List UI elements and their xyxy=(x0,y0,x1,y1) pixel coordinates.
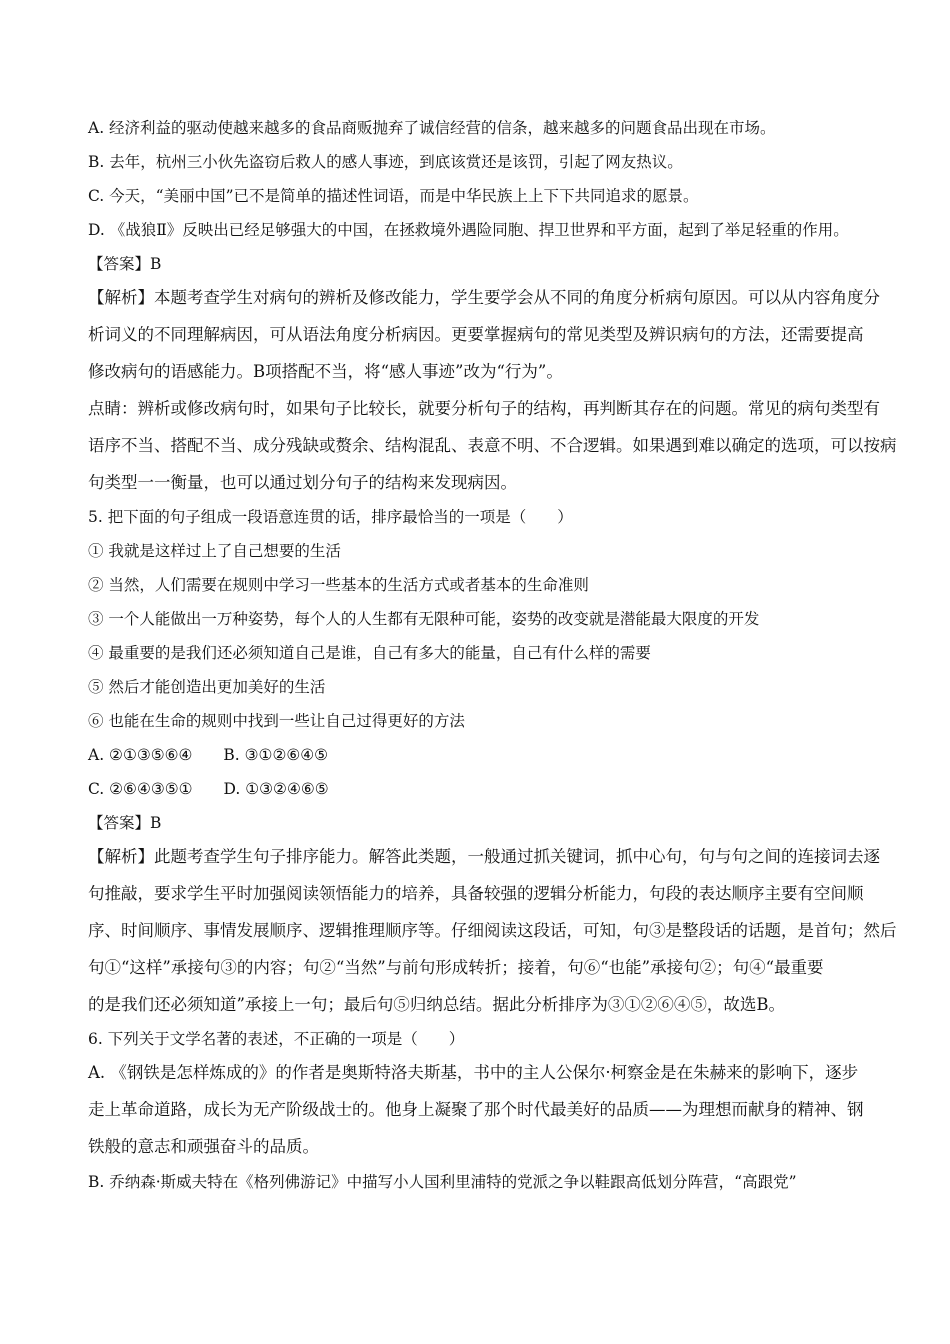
q5-sentence-2: ② 当然，人们需要在规则中学习一些基本的生活方式或者基本的生命准则 xyxy=(88,576,589,594)
q5-options-ab: A. ②①③⑤⑥④ B. ③①②⑥④⑤ xyxy=(88,746,329,764)
q6-option-a-line: A. 《钢铁是怎样炼成的》的作者是奥斯特洛夫斯基，书中的主人公保尔·柯察金是在朱赫来的影响下，逐步 xyxy=(88,1063,859,1082)
q5-sentence-6: ⑥ 也能在生命的规则中找到一些让自己过得更好的方法 xyxy=(88,712,465,730)
q4-option-b: B. 去年，杭州三小伙先盗窃后救人的感人事迹，到底该赏还是该罚，引起了网友热议。 xyxy=(88,153,683,171)
q4-tip-line: 点睛：辨析或修改病句时，如果句子比较长，就要分析句子的结构，再判断其存在的问题。常见的病句类型有 xyxy=(88,399,880,418)
q6-option-b: B. 乔纳森·斯威夫特在《格列佛游记》中描写小人国利里浦特的党派之争以鞋跟高低划分阵营，“高跟党” xyxy=(88,1173,797,1191)
q4-option-d: D. 《战狼Ⅱ》反映出已经足够强大的中国，在拯救境外遇险同胞、捍卫世界和平方面，起到了举足轻重的作用。 xyxy=(88,221,849,239)
q5-sentence-1: ① 我就是这样过上了自己想要的生活 xyxy=(88,542,341,560)
q4-tip-line: 语序不当、搭配不当、成分残缺或赘余、结构混乱、表意不明、不合逻辑。如果遇到难以确定的选项，可以按病 xyxy=(88,436,897,455)
q4-option-a: A. 经济利益的驱动使越来越多的食品商贩抛弃了诚信经营的信条，越来越多的问题食品出现在市场。 xyxy=(88,119,776,137)
q6-stem: 6. 下列关于文学名著的表述，不正确的一项是（ ） xyxy=(88,1030,465,1048)
q4-analysis-line: 修改病句的语感能力。B项搭配不当，将“感人事迹”改为“行为”。 xyxy=(88,362,563,381)
q5-analysis-line: 句推敲，要求学生平时加强阅读领悟能力的培养，具备较强的逻辑分析能力，句段的表达顺序主要有空间顺 xyxy=(88,884,864,903)
q5-sentence-3: ③ 一个人能做出一万种姿势，每个人的人生都有无限种可能，姿势的改变就是潜能最大限度的开发 xyxy=(88,610,760,628)
q4-analysis-line: 【解析】本题考查学生对病句的辨析及修改能力，学生要学会从不同的角度分析病句原因。可以从内容角度分 xyxy=(88,288,880,307)
q6-option-a-line: 走上革命道路，成长为无产阶级战士的。他身上凝聚了那个时代最美好的品质——为理想而献身的精神、钢 xyxy=(88,1100,864,1119)
q6-option-a-line: 铁般的意志和顽强奋斗的品质。 xyxy=(88,1137,319,1156)
q4-tip-line: 句类型一一衡量，也可以通过划分句子的结构来发现病因。 xyxy=(88,473,517,492)
q5-analysis-line: 【解析】此题考查学生句子排序能力。解答此类题，一般通过抓关键词，抓中心句，句与句之间的连接词去逐 xyxy=(88,847,880,866)
q5-analysis-line: 的是我们还必须知道”承接上一句；最后句⑤归纳总结。据此分析排序为③①②⑥④⑤，故选B。 xyxy=(88,995,786,1014)
q5-sentence-4: ④ 最重要的是我们还必须知道自己是谁，自己有多大的能量，自己有什么样的需要 xyxy=(88,644,651,662)
q5-stem: 5. 把下面的句子组成一段语意连贯的话，排序最恰当的一项是（ ） xyxy=(88,508,573,526)
q5-sentence-5: ⑤ 然后才能创造出更加美好的生活 xyxy=(88,678,326,696)
q5-analysis-line: 句①“这样”承接句③的内容；句②“当然”与前句形成转折；接着，句⑥“也能”承接句②；句④“最重要 xyxy=(88,958,824,977)
q4-option-c: C. 今天，“美丽中国”已不是简单的描述性词语，而是中华民族上上下下共同追求的愿景。 xyxy=(88,187,699,205)
q5-analysis-line: 序、时间顺序、事情发展顺序、逻辑推理顺序等。仔细阅读这段话，可知，句③是整段话的话题，是首句；然后 xyxy=(88,921,897,940)
q4-analysis-line: 析词义的不同理解病因，可从语法角度分析病因。更要掌握病句的常见类型及辨识病句的方法，还需要提高 xyxy=(88,325,864,344)
q5-answer: 【答案】B xyxy=(88,814,162,832)
q5-options-cd: C. ②⑥④③⑤① D. ①③②④⑥⑤ xyxy=(88,780,329,798)
q4-answer: 【答案】B xyxy=(88,255,162,273)
